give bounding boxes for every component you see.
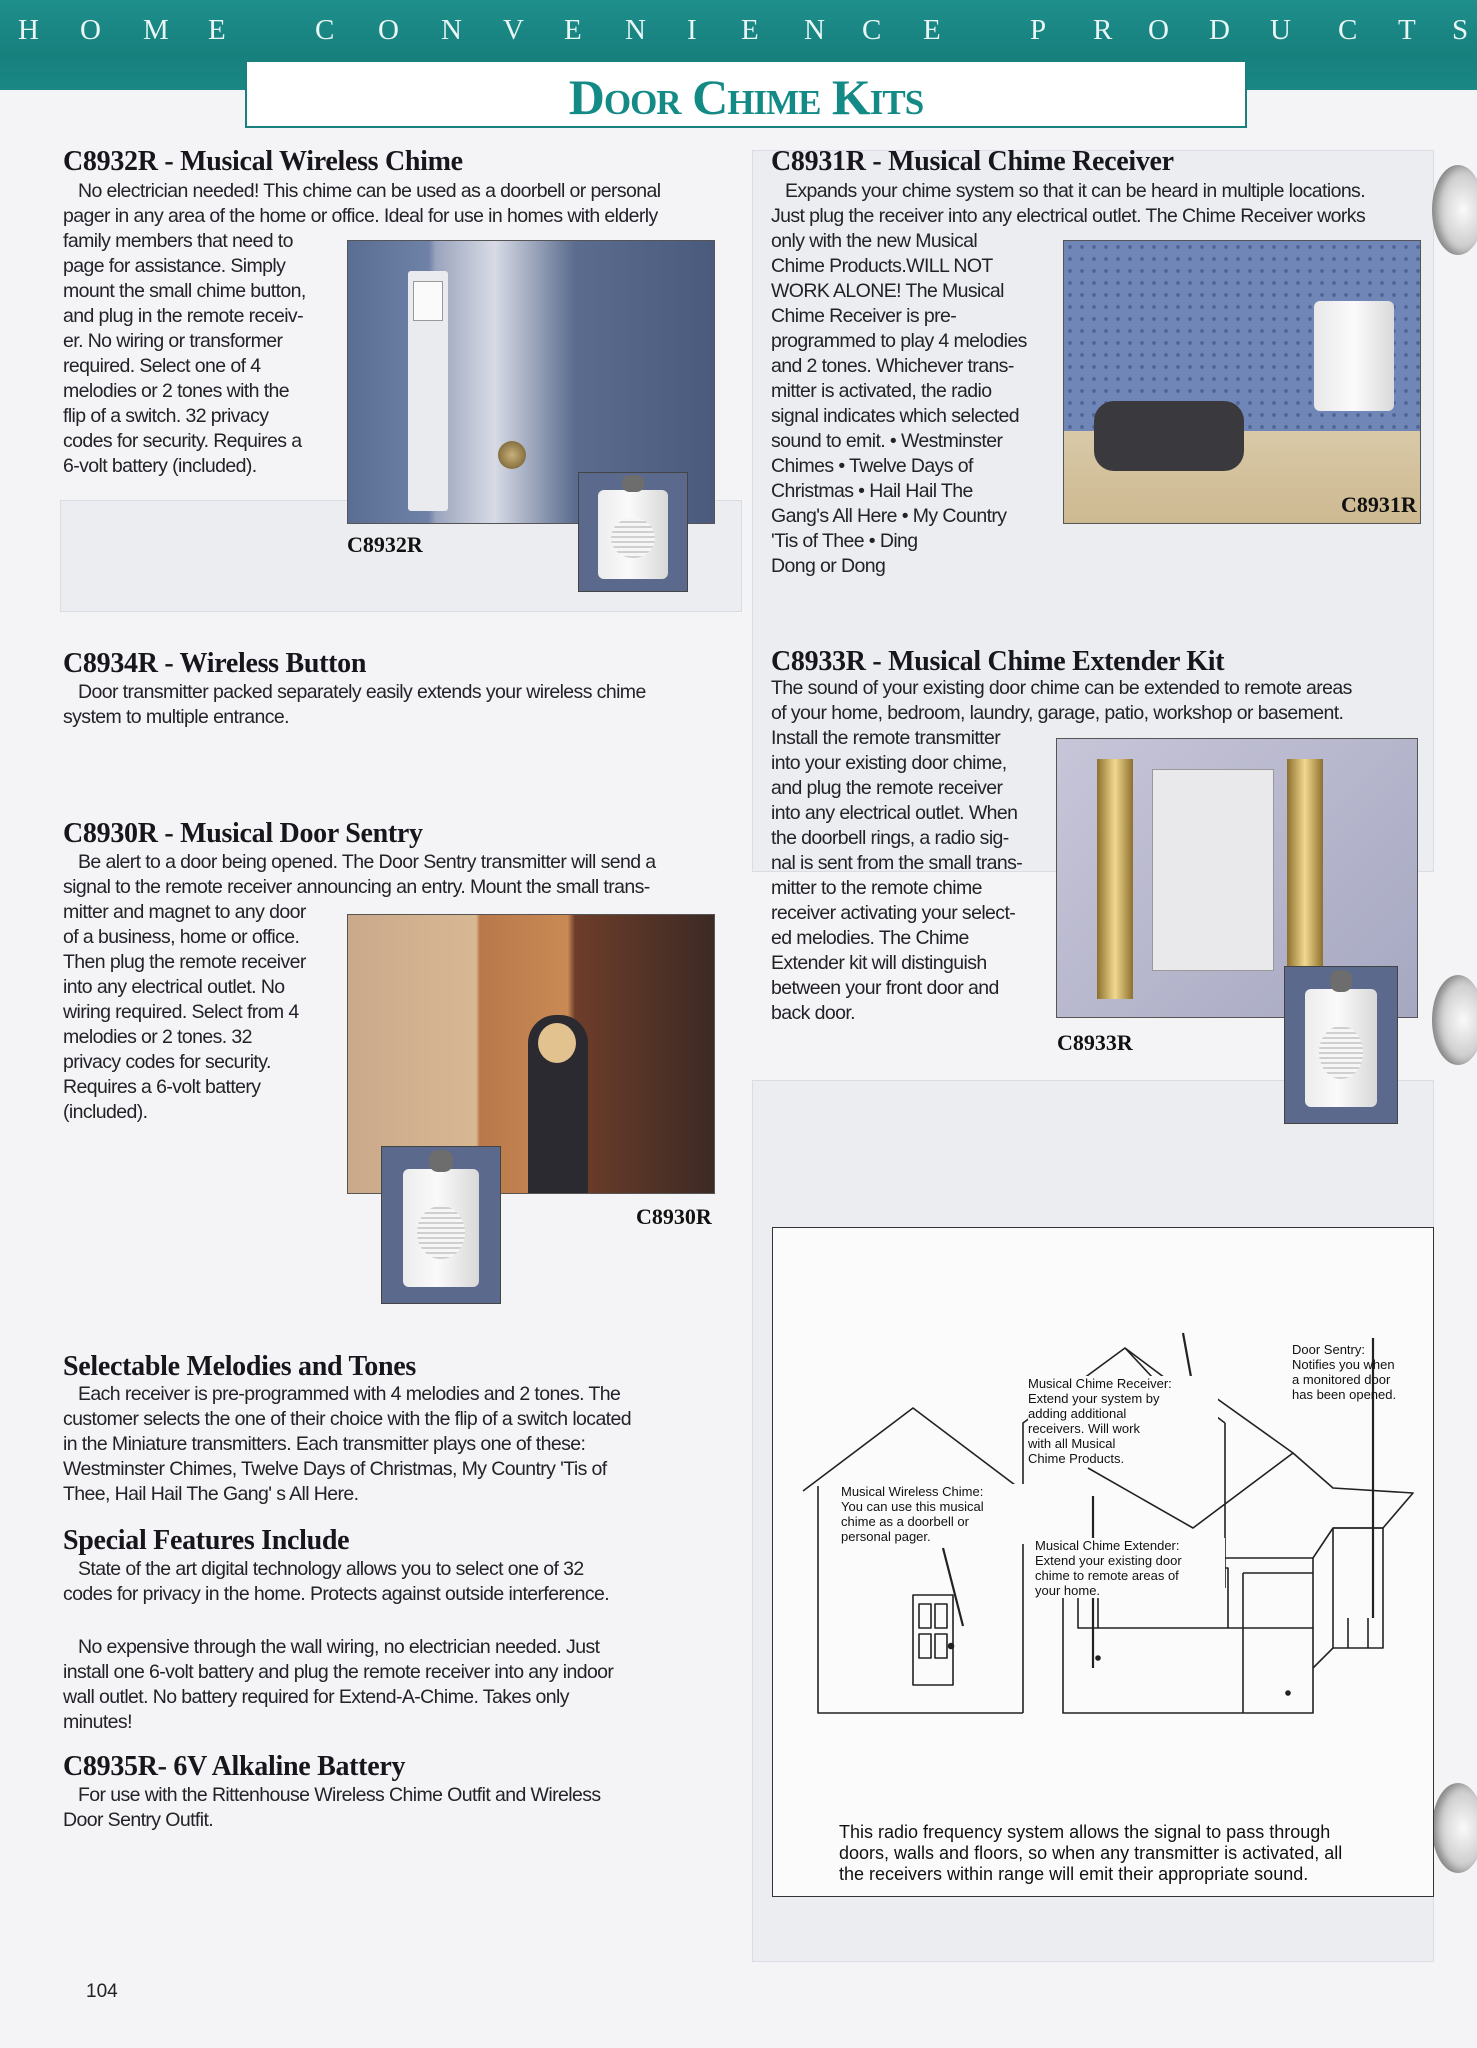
text-line: codes for privacy in the home. Protects against outside interference. <box>63 1583 610 1605</box>
c8930r-receiver-photo <box>381 1146 501 1304</box>
band-letter: R <box>1093 14 1113 46</box>
speaker-grill-icon <box>417 1206 464 1259</box>
text-line: mount the small chime button, <box>63 280 306 302</box>
label-line: Door Sentry: <box>1292 1342 1365 1357</box>
text-line: Chime Receiver is pre- <box>771 305 957 327</box>
text-line: codes for security. Requires a <box>63 430 302 452</box>
band-letter: C <box>315 14 335 46</box>
page-number: 104 <box>86 1981 118 2002</box>
text-line: and plug the remote receiver <box>771 777 1003 799</box>
band-letter: C <box>862 14 882 46</box>
text-line: into any electrical outlet. When <box>771 802 1018 824</box>
system-diagram <box>772 1227 1434 1897</box>
binder-ring-hole <box>1432 975 1477 1065</box>
text-line: install one 6-volt battery and plug the remote receiver into any indoor <box>63 1661 614 1683</box>
c8931r-heading: C8931R - Musical Chime Receiver <box>771 146 1174 177</box>
band-letter: O <box>80 14 101 46</box>
diagram-footer-text <box>839 1822 1409 1885</box>
wireless-chime-label <box>841 1484 1031 1544</box>
c8932r-heading: C8932R - Musical Wireless Chime <box>63 146 463 177</box>
band-letter: N <box>625 14 646 46</box>
text-line: The sound of your existing door chime can be extended to remote areas <box>771 677 1352 699</box>
page-title: Door Chime Kits <box>568 69 924 125</box>
label-line: receivers. Will work <box>1028 1421 1140 1436</box>
label-line: adding additional <box>1028 1406 1127 1421</box>
drill-icon <box>1094 401 1244 471</box>
plug-icon <box>1330 970 1352 992</box>
band-letter: I <box>687 14 697 46</box>
chime-mount-plate <box>1152 769 1274 971</box>
band-letter: E <box>741 14 759 46</box>
text-line: Extender kit will distinguish <box>771 952 987 974</box>
label-line: your home. <box>1035 1583 1101 1598</box>
band-letter: N <box>441 14 462 46</box>
text-line: privacy codes for security. <box>63 1051 271 1073</box>
text-line: wall outlet. No battery required for Extend-A-Chime. Takes only <box>63 1686 569 1708</box>
text-line: flip of a switch. 32 privacy <box>63 405 269 427</box>
text-line: programmed to play 4 melodies <box>771 330 1027 352</box>
text-line: mitter and magnet to any door <box>63 901 306 923</box>
text-line: family members that need to <box>63 230 293 252</box>
text-line: 'Tis of Thee • Ding <box>771 530 918 552</box>
chime-tube <box>1097 759 1133 999</box>
text-line: Just plug the receiver into any electrical outlet. The Chime Receiver works <box>771 205 1366 227</box>
band-letter: O <box>378 14 399 46</box>
text-line: the doorbell rings, a radio sig- <box>771 827 1009 849</box>
band-letter: D <box>1209 14 1230 46</box>
title-box <box>245 60 1247 128</box>
text-line: WORK ALONE! The Musical <box>771 280 1004 302</box>
label-line: You can use this musical <box>841 1499 984 1514</box>
header-band-text <box>0 14 1477 54</box>
text-line: in the Miniature transmitters. Each transmitter plays one of these: <box>63 1433 586 1455</box>
text-line: Each receiver is pre-programmed with 4 melodies and 2 tones. The <box>78 1383 621 1405</box>
band-letter: H <box>18 14 39 46</box>
text-line: back door. <box>771 1002 855 1024</box>
text-line: Door transmitter packed separately easily extends your wireless chime <box>78 681 646 703</box>
text-line: doors, walls and floors, so when any transmitter is activated, all <box>839 1843 1343 1863</box>
band-letter: E <box>208 14 226 46</box>
label-line: Musical Wireless Chime: <box>841 1484 984 1499</box>
text-line: melodies or 2 tones with the <box>63 380 289 402</box>
text-line: into any electrical outlet. No <box>63 976 285 998</box>
text-line: signal to the remote receiver announcing an entry. Mount the small trans- <box>63 876 650 898</box>
band-letter: P <box>1030 14 1047 46</box>
band-letter: U <box>1270 14 1291 46</box>
c8933r-receiver-photo <box>1284 966 1398 1124</box>
c8931r-caption: C8931R <box>1341 492 1417 517</box>
text-line: Chimes • Twelve Days of <box>771 455 973 477</box>
person-head <box>538 1023 576 1063</box>
band-letter: O <box>1148 14 1169 46</box>
plug-icon <box>622 475 644 492</box>
melodies-heading: Selectable Melodies and Tones <box>63 1351 416 1382</box>
text-line: of a business, home or office. <box>63 926 300 948</box>
text-line: between your front door and <box>771 977 999 999</box>
receiver-body <box>1314 301 1394 411</box>
band-letter: C <box>1338 14 1358 46</box>
band-letter: V <box>503 14 524 46</box>
text-line: receiver activating your select- <box>771 902 1016 924</box>
text-line: Then plug the remote receiver <box>63 951 306 973</box>
text-line: customer selects the one of their choice with the flip of a switch located <box>63 1408 631 1430</box>
band-letter: E <box>923 14 941 46</box>
label-line: Extend your system by <box>1028 1391 1160 1406</box>
band-letter: S <box>1452 14 1469 46</box>
label-line: has been opened. <box>1292 1387 1397 1402</box>
label-line: Chime Products. <box>1028 1451 1125 1466</box>
label-line: Notifies you when <box>1292 1357 1395 1372</box>
label-line: with all Musical <box>1028 1436 1116 1451</box>
text-line: Be alert to a door being opened. The Door Sentry transmitter will send a <box>78 851 656 873</box>
band-letter: E <box>564 14 582 46</box>
text-line: required. Select one of 4 <box>63 355 261 377</box>
band-letter: N <box>804 14 825 46</box>
band-letter: T <box>1398 14 1416 46</box>
text-line: Requires a 6-volt battery <box>63 1076 261 1098</box>
label-line: Musical Chime Extender: <box>1035 1538 1180 1553</box>
text-line: er. No wiring or transformer <box>63 330 283 352</box>
text-line: Thee, Hail Hail The Gang' s All Here. <box>63 1483 359 1505</box>
text-line: and plug in the remote receiv- <box>63 305 303 327</box>
text-line: (included). <box>63 1101 148 1123</box>
text-line: ed melodies. The Chime <box>771 927 969 949</box>
c8934r-heading: C8934R - Wireless Button <box>63 648 367 679</box>
chime-tube <box>1287 759 1323 999</box>
label-line: Extend your existing door <box>1035 1553 1182 1568</box>
text-line: For use with the Rittenhouse Wireless Chime Outfit and Wireless <box>78 1784 601 1806</box>
band-letter: M <box>143 14 169 46</box>
c8933r-heading: C8933R - Musical Chime Extender Kit <box>771 646 1225 677</box>
label-line: personal pager. <box>841 1529 931 1544</box>
text-line: nal is sent from the small trans- <box>771 852 1023 874</box>
text-line: Westminster Chimes, Twelve Days of Christmas, My Country 'Tis of <box>63 1458 607 1480</box>
text-line: into your existing door chime, <box>771 752 1007 774</box>
chime-button-icon <box>413 281 443 321</box>
binder-ring-hole <box>1432 165 1477 255</box>
c8930r-heading: C8930R - Musical Door Sentry <box>63 818 423 849</box>
text-line: only with the new Musical <box>771 230 978 252</box>
text-line: pager in any area of the home or office. Ideal for use in homes with elderly <box>63 205 658 227</box>
text-line: No expensive through the wall wiring, no electrician needed. Just <box>78 1636 600 1658</box>
text-line: Install the remote transmitter <box>771 727 1001 749</box>
text-line: 6-volt battery (included). <box>63 455 257 477</box>
text-line: minutes! <box>63 1711 132 1733</box>
chime-receiver-label <box>1028 1376 1218 1466</box>
binder-ring-hole <box>1432 1783 1477 1873</box>
text-line: Door Sentry Outfit. <box>63 1809 214 1831</box>
special-features-heading: Special Features Include <box>63 1525 350 1556</box>
text-line: Expands your chime system so that it can be heard in multiple locations. <box>785 180 1366 202</box>
text-line: This radio frequency system allows the signal to pass through <box>839 1822 1331 1842</box>
text-line: No electrician needed! This chime can be used as a doorbell or personal <box>78 180 661 202</box>
door-sentry-label <box>1292 1342 1432 1402</box>
text-line: Chime Products.WILL NOT <box>771 255 993 277</box>
left-roof <box>803 1408 1023 1491</box>
c8933r-caption: C8933R <box>1057 1030 1133 1055</box>
text-line: and 2 tones. Whichever trans- <box>771 355 1014 377</box>
text-line: signal indicates which selected <box>771 405 1020 427</box>
text-line: melodies or 2 tones. 32 <box>63 1026 252 1048</box>
text-line: sound to emit. • Westminster <box>771 430 1003 452</box>
chime-extender-label <box>1035 1538 1225 1598</box>
c8932r-caption: C8932R <box>347 532 423 557</box>
c8932r-receiver-photo <box>578 472 688 592</box>
c8930r-caption: C8930R <box>636 1204 712 1229</box>
text-line: of your home, bedroom, laundry, garage, patio, workshop or basement. <box>771 702 1344 724</box>
plug-icon <box>429 1150 453 1172</box>
text-line: State of the art digital technology allows you to select one of 32 <box>78 1558 584 1580</box>
text-line: mitter to the remote chime <box>771 877 982 899</box>
c8931r-photo <box>1063 240 1421 524</box>
text-line: wiring required. Select from 4 <box>63 1001 299 1023</box>
label-line: Musical Chime Receiver: <box>1028 1376 1172 1391</box>
label-line: chime to remote areas of <box>1035 1568 1179 1583</box>
text-line: mitter is activated, the radio <box>771 380 992 402</box>
text-line: page for assistance. Simply <box>63 255 286 277</box>
text-line: system to multiple entrance. <box>63 706 289 728</box>
text-line: Dong or Dong <box>771 555 886 577</box>
text-line: Christmas • Hail Hail The <box>771 480 973 502</box>
label-line: a monitored door <box>1292 1372 1391 1387</box>
label-line: chime as a doorbell or <box>841 1514 969 1529</box>
c8935r-heading: C8935R- 6V Alkaline Battery <box>63 1751 406 1782</box>
text-line: the receivers within range will emit their appropriate sound. <box>839 1864 1309 1884</box>
door-knob-icon <box>498 441 526 469</box>
speaker-grill-icon <box>611 518 654 558</box>
text-line: Gang's All Here • My Country <box>771 505 1007 527</box>
